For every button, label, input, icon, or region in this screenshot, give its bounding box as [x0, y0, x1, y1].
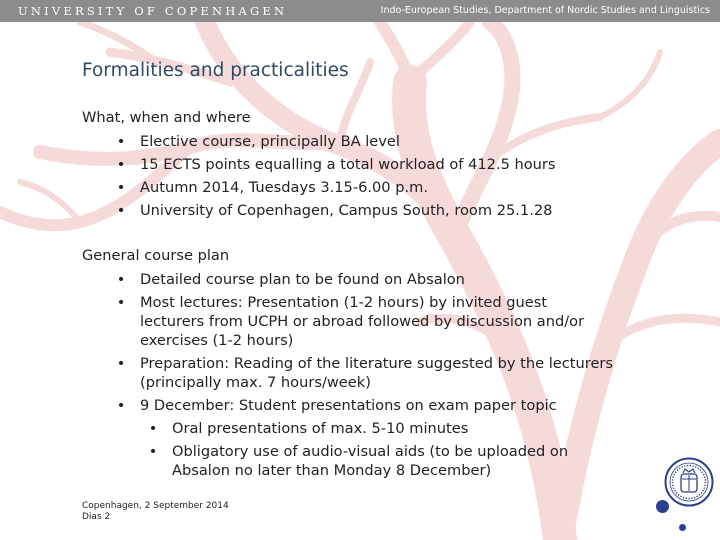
decorative-dot-large: [656, 500, 669, 513]
university-name: UNIVERSITY OF COPENHAGEN: [18, 4, 288, 18]
bullet-icon: •: [116, 355, 126, 372]
bullet-icon: •: [116, 179, 126, 196]
sub-list-item: • Obligatory use of audio-visual aids (to be uploaded on Absalon no later than Monday 8 December): [140, 442, 614, 480]
sub-bullet-list: [140, 419, 614, 480]
list-item: • Autumn 2014, Tuesdays 3.15-6.00 p.m.: [114, 178, 634, 197]
bullet-icon: •: [116, 294, 126, 311]
bullet-icon: •: [116, 397, 126, 414]
footer-place-date: Copenhagen, 2 September 2014: [82, 501, 229, 511]
section-heading-general-course-plan: General course plan: [82, 247, 230, 264]
sub-list-item: • Oral presentations of max. 5-10 minutes: [140, 419, 614, 438]
department-name: Indo-European Studies, Department of Nordic Studies and Linguistics: [380, 5, 710, 16]
bullet-list-general-course-plan: [114, 270, 614, 484]
list-item: • 9 December: Student presentations on exam paper topic • Oral presentations of max. 5-10 minutes • Obligatory use of audio-visual aids (to be uploaded on Absalon no later than Monday 8 December): [114, 396, 614, 480]
list-item: • Detailed course plan to be found on Absalon: [114, 270, 614, 289]
list-item: • Most lectures: Presentation (1-2 hours) by invited guest lecturers from UCPH or abroad followed by discussion and/or exercises (1-2 hours): [114, 293, 614, 350]
slide-number: Dias 2: [82, 512, 111, 522]
bullet-icon: •: [116, 156, 126, 173]
bullet-icon: •: [116, 133, 126, 150]
decorative-dot-small: [679, 524, 686, 531]
list-item: • Elective course, principally BA level: [114, 132, 634, 151]
list-item: • Preparation: Reading of the literature suggested by the lecturers (principally max. 7 hours/week): [114, 354, 614, 392]
list-item: • University of Copenhagen, Campus South, room 25.1.28: [114, 201, 634, 220]
bullet-icon: •: [116, 271, 126, 288]
slide-title: Formalities and practicalities: [82, 60, 349, 81]
bullet-icon: •: [148, 420, 158, 437]
section-heading-what-when-where: What, when and where: [82, 109, 251, 126]
bullet-icon: •: [116, 202, 126, 219]
bullet-icon: •: [148, 443, 158, 460]
bullet-list-what-when-where: [114, 132, 634, 224]
list-item: • 15 ECTS points equalling a total workload of 412.5 hours: [114, 155, 634, 174]
slide-footer: [82, 501, 229, 523]
university-seal-icon: [664, 457, 714, 507]
header-bar: [0, 0, 720, 22]
